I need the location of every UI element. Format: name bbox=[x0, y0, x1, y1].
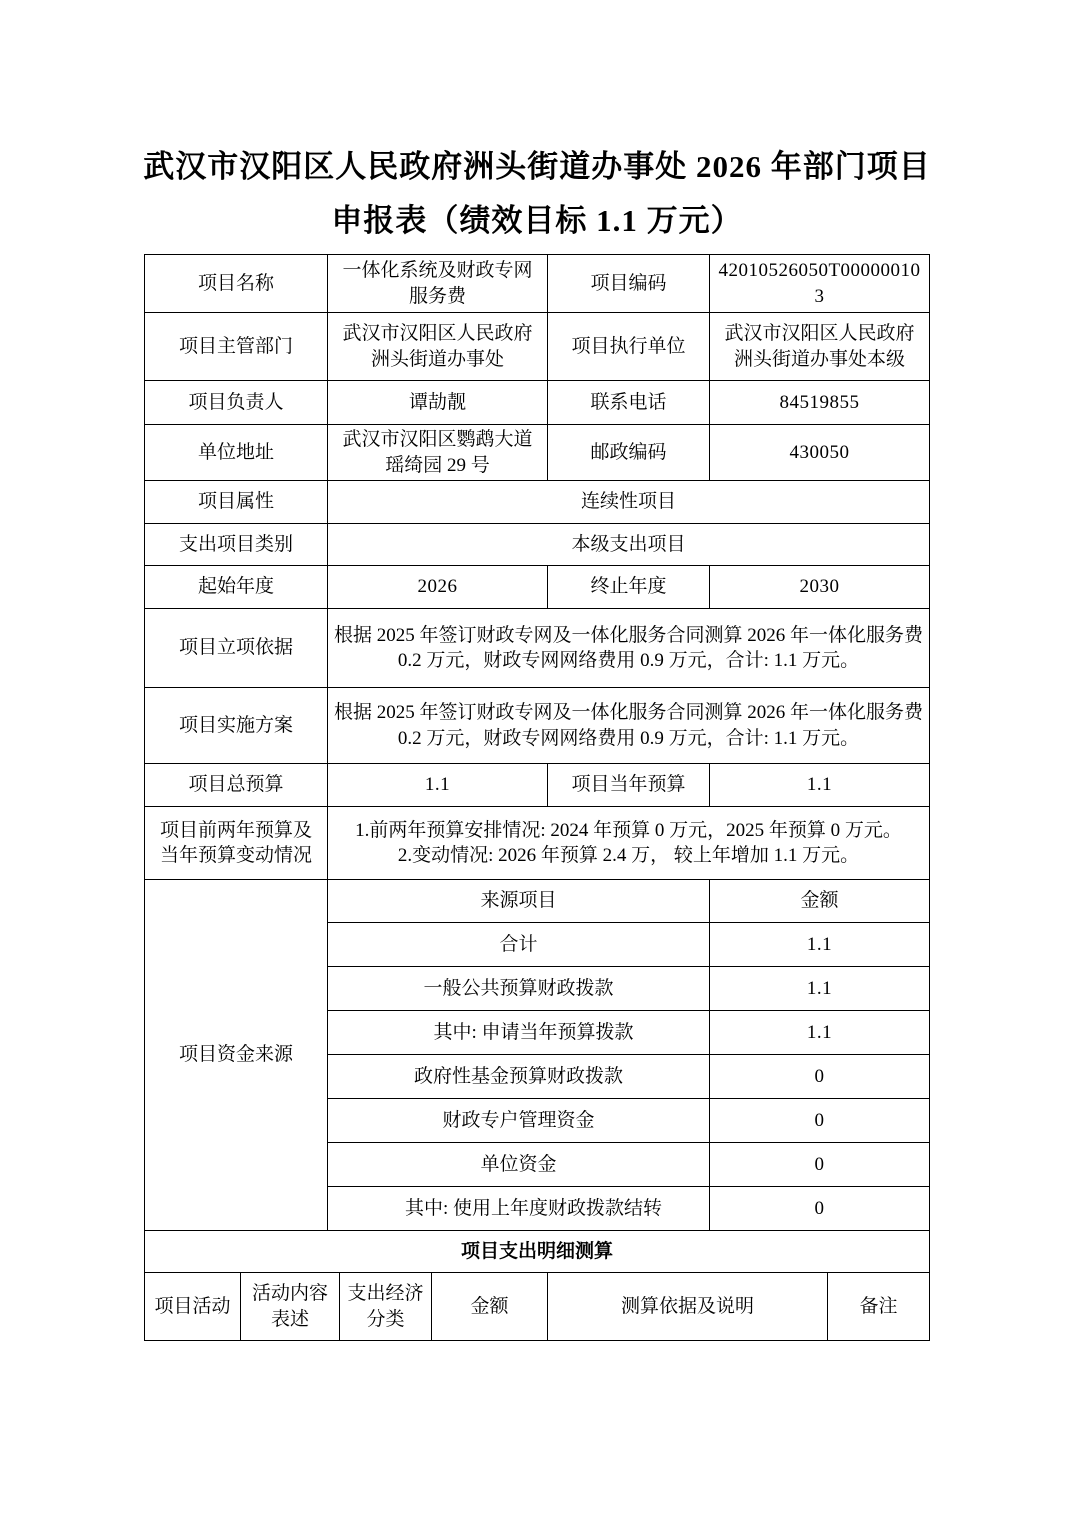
contact-phone-value: 84519855 bbox=[710, 381, 930, 425]
row-years bbox=[144, 566, 929, 609]
implementation-plan-value: 根据 2025 年签订财政专网及一体化服务合同测算 2026 年一体化服务费 0.2 万元，财政专网网络费用 0.9 万元，合计: 1.1 万元。 bbox=[328, 688, 930, 764]
funding-amount: 1.1 bbox=[710, 923, 930, 967]
funding-source: 单位资金 bbox=[328, 1143, 710, 1187]
funding-source: 其中: 使用上年度财政拨款结转 bbox=[328, 1187, 710, 1231]
funding-source: 政府性基金预算财政拨款 bbox=[328, 1055, 710, 1099]
end-year-label: 终止年度 bbox=[548, 566, 710, 609]
start-year-label: 起始年度 bbox=[144, 566, 327, 609]
row-funding-header bbox=[144, 880, 929, 923]
row-implementation-plan bbox=[144, 688, 929, 764]
expenditure-category-label: 支出项目类别 bbox=[144, 524, 327, 566]
project-attribute-value: 连续性项目 bbox=[328, 481, 930, 524]
row-supervisor-dept bbox=[144, 313, 929, 381]
detail-col-activity-description: 活动内容表述 bbox=[240, 1273, 339, 1341]
document-title bbox=[0, 0, 1074, 248]
funding-source: 财政专户管理资金 bbox=[328, 1099, 710, 1143]
funding-amount: 0 bbox=[710, 1143, 930, 1187]
funding-source: 合计 bbox=[328, 923, 710, 967]
previous-budgets-label: 项目前两年预算及当年预算变动情况 bbox=[144, 807, 327, 880]
row-project-leader bbox=[144, 381, 929, 425]
postal-code-value: 430050 bbox=[710, 425, 930, 481]
end-year-value: 2030 bbox=[710, 566, 930, 609]
funding-amount: 0 bbox=[710, 1055, 930, 1099]
funding-amount: 1.1 bbox=[710, 1011, 930, 1055]
expenditure-category-value: 本级支出项目 bbox=[328, 524, 930, 566]
project-declaration-table bbox=[144, 254, 930, 1341]
expenditure-detail-title: 项目支出明细测算 bbox=[144, 1231, 929, 1273]
funding-amount: 0 bbox=[710, 1099, 930, 1143]
row-expenditure-detail-title bbox=[144, 1231, 929, 1273]
project-leader-label: 项目负责人 bbox=[144, 381, 327, 425]
total-budget-label: 项目总预算 bbox=[144, 764, 327, 807]
start-year-value: 2026 bbox=[328, 566, 548, 609]
title-line-2: 申报表（绩效目标 1.1 万元） bbox=[331, 203, 743, 238]
previous-budgets-line2: 2.变动情况: 2026 年预算 2.4 万， 较上年增加 1.1 万元。 bbox=[397, 845, 860, 867]
row-approval-basis bbox=[144, 609, 929, 688]
project-code-label: 项目编码 bbox=[548, 255, 710, 313]
project-leader-value: 谭劼靓 bbox=[328, 381, 548, 425]
implementation-plan-label: 项目实施方案 bbox=[144, 688, 327, 764]
executing-unit-value: 武汉市汉阳区人民政府洲头街道办事处本级 bbox=[710, 313, 930, 381]
row-previous-budgets bbox=[144, 807, 929, 880]
unit-address-value: 武汉市汉阳区鹦鹉大道瑶绮园 29 号 bbox=[328, 425, 548, 481]
row-expenditure-detail-header bbox=[144, 1273, 929, 1341]
row-unit-address bbox=[144, 425, 929, 481]
current-year-budget-value: 1.1 bbox=[710, 764, 930, 807]
funding-amount-header: 金额 bbox=[710, 880, 930, 923]
approval-basis-label: 项目立项依据 bbox=[144, 609, 327, 688]
detail-col-economic-classification: 支出经济分类 bbox=[340, 1273, 432, 1341]
project-attribute-label: 项目属性 bbox=[144, 481, 327, 524]
row-project-attribute bbox=[144, 481, 929, 524]
row-project-name bbox=[144, 255, 929, 313]
total-budget-value: 1.1 bbox=[328, 764, 548, 807]
funding-amount: 0 bbox=[710, 1187, 930, 1231]
detail-col-calculation-basis: 测算依据及说明 bbox=[548, 1273, 828, 1341]
row-budgets bbox=[144, 764, 929, 807]
contact-phone-label: 联系电话 bbox=[548, 381, 710, 425]
row-expenditure-category bbox=[144, 524, 929, 566]
unit-address-label: 单位地址 bbox=[144, 425, 327, 481]
project-code-value: 42010526050T000000103 bbox=[710, 255, 930, 313]
project-name-label: 项目名称 bbox=[144, 255, 327, 313]
executing-unit-label: 项目执行单位 bbox=[548, 313, 710, 381]
previous-budgets-line1: 1.前两年预算安排情况: 2024 年预算 0 万元，2025 年预算 0 万元。 bbox=[355, 819, 902, 841]
previous-budgets-value bbox=[328, 807, 930, 880]
approval-basis-value: 根据 2025 年签订财政专网及一体化服务合同测算 2026 年一体化服务费 0.2 万元，财政专网网络费用 0.9 万元，合计: 1.1 万元。 bbox=[328, 609, 930, 688]
funding-section-label: 项目资金来源 bbox=[144, 880, 327, 1231]
funding-source: 一般公共预算财政拨款 bbox=[328, 967, 710, 1011]
funding-amount: 1.1 bbox=[710, 967, 930, 1011]
detail-col-project-activity: 项目活动 bbox=[144, 1273, 240, 1341]
detail-col-amount: 金额 bbox=[432, 1273, 548, 1341]
funding-source: 其中: 申请当年预算拨款 bbox=[328, 1011, 710, 1055]
current-year-budget-label: 项目当年预算 bbox=[548, 764, 710, 807]
postal-code-label: 邮政编码 bbox=[548, 425, 710, 481]
supervisor-dept-value: 武汉市汉阳区人民政府洲头街道办事处 bbox=[328, 313, 548, 381]
title-line-1: 武汉市汉阳区人民政府洲头街道办事处 2026 年部门项目 bbox=[143, 149, 931, 184]
supervisor-dept-label: 项目主管部门 bbox=[144, 313, 327, 381]
funding-source-header: 来源项目 bbox=[328, 880, 710, 923]
detail-col-remarks: 备注 bbox=[828, 1273, 930, 1341]
project-name-value: 一体化系统及财政专网服务费 bbox=[328, 255, 548, 313]
